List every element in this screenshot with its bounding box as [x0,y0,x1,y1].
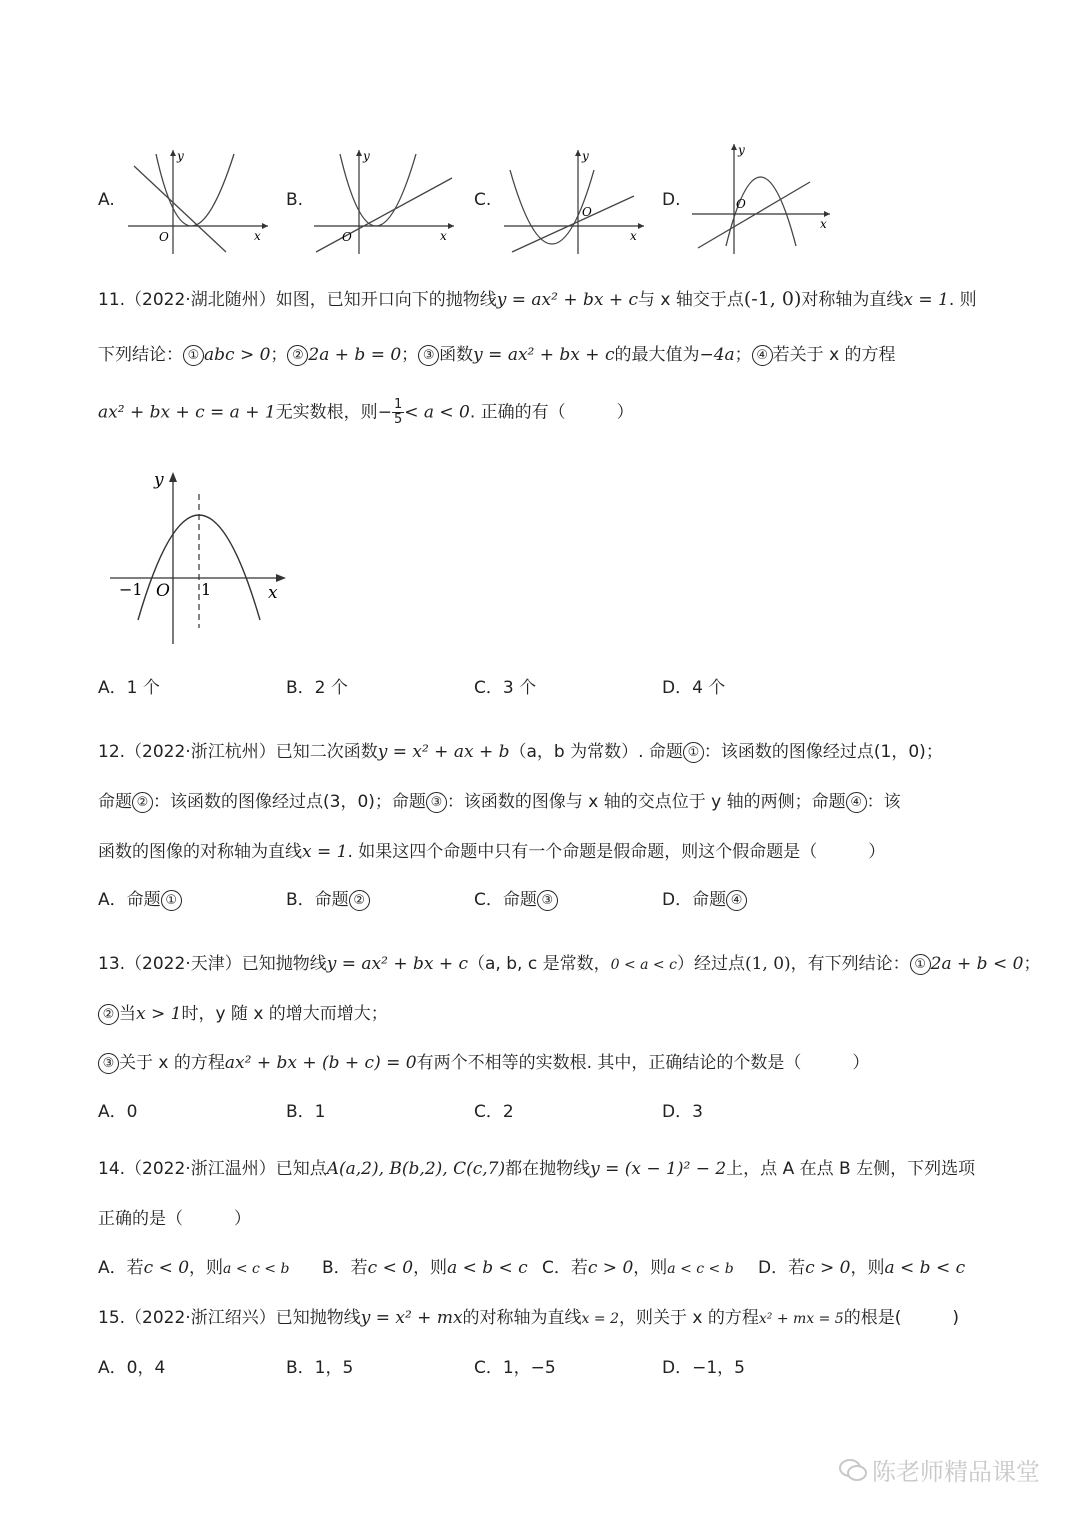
q13-text: 有两个不相等的实数根. 其中，正确结论的个数是（ ） [416,1053,870,1073]
q15-source: （2022·浙江绍兴） [125,1308,276,1328]
option-label: C．命题 [474,890,537,910]
q15-number: 15. [98,1308,126,1328]
circle-1: ① [683,742,704,763]
q13-text: （a, b, c 是常数， [468,954,611,974]
q15-line1 [98,1306,959,1331]
watermark [838,1452,1040,1487]
circle-4: ④ [752,345,773,366]
q15-axis-eq: x = 2 [581,1311,619,1327]
fraction-one-fifth [392,398,404,427]
circle-4: ④ [846,792,867,813]
top-graph-options [0,140,1080,260]
frac-den: 5 [393,412,403,427]
option-cond: c > 0 [587,1258,634,1278]
svg-text:O: O [342,230,352,244]
q13-option-c[interactable]: C．2 [474,1102,514,1122]
q14-text: 上，点 A 在点 B 左侧，下列选项 [726,1159,976,1179]
q11-point: (-1, 0) [743,288,802,310]
option-c-label: C. [474,190,492,210]
q15-eq2: x² + mx = 5 [758,1311,844,1327]
circle-3: ③ [98,1053,119,1074]
q11-text: . 正确的有（ ） [469,402,634,423]
q13-eq: y = ax² + bx + c [326,954,469,974]
q13-option-a[interactable]: A．0 [98,1102,138,1122]
q14-line2: 正确的是（ ） [98,1209,251,1229]
graph-one-label: 1 [201,580,212,599]
q14-points: A(a,2), B(b,2), C(c,7) [326,1159,506,1179]
svg-text:x: x [440,229,447,243]
q13-eq2: ax² + bx + (b + c) = 0 [224,1053,417,1073]
option-then: ，则 [413,1258,448,1278]
q12-option-b[interactable] [286,888,370,912]
q11-axis-eq: x = 1 [903,290,949,310]
circle-4: ④ [726,890,747,911]
svg-text:y: y [738,143,745,157]
q13-option-b[interactable]: B．1 [286,1102,326,1122]
q11-ineq: < a < 0 [404,402,470,423]
q11-text: 若关于 x 的方程 [772,345,896,365]
q14-option-d[interactable] [758,1256,965,1280]
option-label: A．若 [98,1258,144,1278]
circle-2: ② [287,345,308,366]
q14-eq: y = (x − 1)² − 2 [590,1159,727,1179]
q15-text: 已知抛物线 [275,1308,361,1328]
circle-3: ③ [418,345,439,366]
q14-text: 已知点 [275,1159,327,1179]
option-result: a < b < c [447,1258,528,1278]
q13-cond2: x > 1 [136,1004,182,1024]
q11-text: 无实数根，则 [275,402,378,423]
q14-line1 [98,1157,975,1181]
q11-eq: y = ax² + bx + c [496,290,639,310]
q13-text: 时，y 随 x 的增大而增大； [181,1004,388,1024]
q13-text: 关于 x 的方程 [119,1053,225,1073]
q12-text: 已知二次函数 [275,742,378,762]
graph-a [126,148,272,256]
q12-text: ：该函数的图像与 x 轴的交点位于 y 轴的两侧；命题 [446,792,846,812]
q11-source: （2022·湖北随州） [125,290,276,310]
q13-text: ，有下列结论： [790,954,910,974]
q11-text: 函数 [439,345,474,365]
q11-text: 与 x 轴交于点 [638,290,744,310]
q13-text: 当 [119,1004,136,1024]
q11-c3-eq: y = ax² + bx + c [473,345,615,365]
q12-text: 函数的图像的对称轴为直线 [98,842,302,862]
option-label: D．若 [758,1258,806,1278]
q15-option-b[interactable]: B．1，5 [286,1358,354,1378]
graph-origin-label: O [156,581,170,601]
svg-text:O: O [582,205,592,219]
svg-text:O: O [159,230,169,244]
option-d-label: D. [662,190,681,210]
q12-number: 12. [98,742,126,762]
q12-option-d[interactable] [662,888,747,912]
q11-text: 下列结论： [98,345,183,365]
q12-option-c[interactable] [474,888,558,912]
q11-option-c[interactable]: C．3 个 [474,678,537,698]
q13-text: ）经过点 [676,954,745,974]
q11-text: . 则 [948,290,977,310]
q12-eq: y = x² + ax + b [377,742,510,762]
q13-point: (1, 0) [744,954,791,974]
q13-text: ； [1023,954,1041,974]
q15-text: 的根是( ) [843,1308,959,1328]
graph-d [690,142,836,256]
circle-1: ① [161,890,182,911]
q13-line2 [98,1002,388,1026]
graph-b [312,148,458,256]
option-result: a < b < c [884,1258,966,1278]
q12-text: . 如果这四个命题中只有一个命题是假命题，则这个假命题是（ ） [347,842,886,862]
q11-line1 [98,287,977,312]
circle-2: ② [132,792,153,813]
q11-c2: 2a + b = 0 [308,345,402,365]
circle-3: ③ [426,792,447,813]
q11-parabola-graph [108,468,290,646]
q15-option-a[interactable]: A．0，4 [98,1358,166,1378]
q13-text: 已知抛物线 [241,954,327,974]
q12-line1 [98,740,943,764]
q11-option-d[interactable]: D．4 个 [662,678,726,698]
circle-2: ② [98,1004,119,1025]
svg-text:x: x [630,229,637,243]
option-label: B．命题 [286,890,349,910]
q11-text: 对称轴为直线 [801,290,904,310]
svg-text:y: y [363,149,370,163]
q15-text: ，则关于 x 的方程 [618,1308,759,1328]
q14-option-b[interactable] [322,1256,528,1280]
q13-source: （2022·天津） [125,954,242,974]
option-then: ，则 [850,1258,885,1278]
q11-line3-eq: ax² + bx + c = a + 1 [98,402,276,423]
watermark-text: 陈老师精品课堂 [872,1458,1040,1486]
q12-line2 [98,790,901,814]
wechat-icon [838,1457,868,1483]
q12-line3 [98,840,885,864]
graph-x-label: x [268,583,278,603]
graph-y-label: y [154,470,164,490]
option-cond: c < 0 [143,1258,190,1278]
q11-minus: − [377,402,392,423]
option-then: ，则 [633,1258,668,1278]
option-b-label: B. [286,190,304,210]
option-cond: c > 0 [805,1258,851,1278]
svg-text:x: x [820,217,827,231]
q11-number: 11. [98,290,126,310]
q11-line3 [98,398,634,427]
q14-number: 14. [98,1159,126,1179]
q11-line2: 下列结论： ① abc > 0； ② 2a + b = 0； ③ 函数y = ax² + bx + c的最大值为−4a； ④ 若关于 x 的方程 [98,345,896,365]
option-cond: c < 0 [367,1258,414,1278]
q11-option-b[interactable]: B．2 个 [286,678,348,698]
svg-text:y: y [582,149,589,163]
option-a-label: A. [98,190,115,210]
q14-source: （2022·浙江温州） [125,1159,276,1179]
option-label: C．若 [542,1258,588,1278]
q14-option-a[interactable] [98,1256,289,1281]
svg-text:x: x [254,229,261,243]
q13-cond: 0 < a < c [610,957,677,973]
q12-text: ：该函数的图像经过点(3，0)；命题 [153,792,426,812]
q15-option-c[interactable]: C．1，−5 [474,1358,556,1378]
q13-c1: 2a + b < 0 [930,954,1024,974]
q12-text: （a，b 为常数）. 命题 [509,742,683,762]
svg-text:y: y [177,149,184,163]
q13-line1 [98,952,1040,977]
q11-c3-val: −4a [699,345,735,365]
q11-option-a[interactable]: A．1 个 [98,678,160,698]
q13-line3 [98,1051,869,1075]
graph-c [502,148,648,256]
q14-option-c[interactable] [542,1256,734,1281]
q12-text: ：该函数的图像经过点(1，0)； [703,742,943,762]
q11-text: 如图，已知开口向下的抛物线 [275,290,497,310]
circle-1: ① [910,954,931,975]
q13-number: 13. [98,954,126,974]
graph-neg1-label: −1 [119,580,143,599]
option-result: a < c < b [223,1261,290,1277]
option-label: D．命题 [662,890,727,910]
q15-text: 的对称轴为直线 [462,1308,582,1328]
q12-option-a[interactable] [98,888,182,912]
option-then: ，则 [189,1258,224,1278]
option-result: a < c < b [667,1261,734,1277]
circle-3: ③ [537,890,558,911]
option-label: B．若 [322,1258,368,1278]
option-label: A．命题 [98,890,161,910]
circle-2: ② [349,890,370,911]
q13-option-d[interactable]: D．3 [662,1102,703,1122]
frac-num: 1 [393,397,403,412]
circle-1: ① [183,345,204,366]
q14-text: 都在抛物线 [505,1159,591,1179]
q11-text: 的最大值为 [614,345,700,365]
svg-text:O: O [736,197,746,211]
q12-axis-eq: x = 1 [302,842,348,862]
q12-source: （2022·浙江杭州） [125,742,276,762]
q12-text: ：该 [866,792,901,812]
q12-text: 命题 [98,792,132,812]
q15-eq: y = x² + mx [360,1308,463,1328]
q11-c1: abc > 0 [204,345,271,365]
q15-option-d[interactable]: D．−1，5 [662,1358,745,1378]
